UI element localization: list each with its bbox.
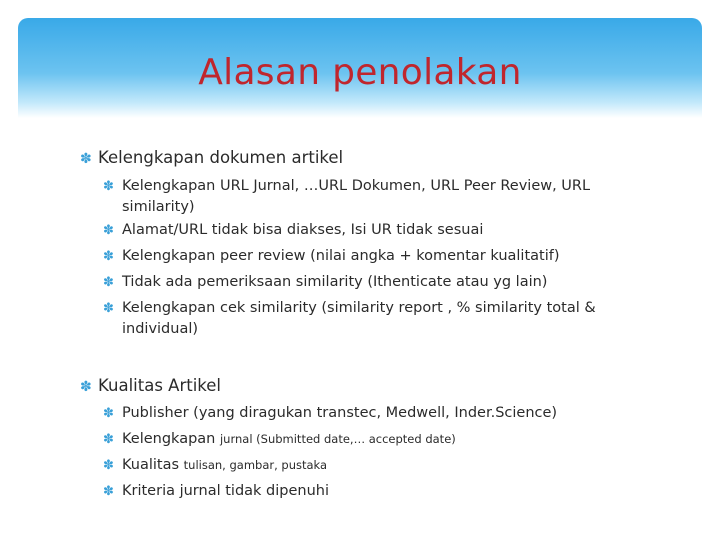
list-item-text: Tidak ada pemeriksaan similarity (Ithenticate atau yg lain) <box>122 274 548 290</box>
list-item-text-continued: individual) <box>122 321 199 337</box>
list-item-text <box>122 429 456 450</box>
list-item-text: Publisher (yang diragukan transtec, Medwell, Inder.Science) <box>122 405 558 421</box>
list-item-text-continued: similarity) <box>122 199 195 215</box>
list-item-text: Alamat/URL tidak bisa diakses, Isi UR tidak sesuai <box>122 222 484 238</box>
section-heading-text: Kelengkapan dokumen artikel <box>98 148 344 167</box>
list-item-small-text: jurnal (Submitted date,… accepted date) <box>219 432 456 446</box>
asterisk-bullet-icon: ✽ <box>80 151 92 167</box>
list-item-text: Kelengkapan URL Jurnal, …URL Dokumen, URL Peer Review, URL <box>122 178 591 194</box>
list-item-text: Kelengkapan peer review (nilai angka + komentar kualitatif) <box>122 248 560 264</box>
list-item-main-text: Kelengkapan <box>122 431 216 447</box>
list-item-text <box>122 455 327 476</box>
slide-title: Alasan penolakan <box>198 52 522 93</box>
asterisk-bullet-icon: ✽ <box>103 223 114 238</box>
asterisk-bullet-icon: ✽ <box>103 432 114 447</box>
asterisk-bullet-icon: ✽ <box>103 406 114 421</box>
asterisk-bullet-icon: ✽ <box>103 301 114 316</box>
asterisk-bullet-icon: ✽ <box>103 249 114 264</box>
list-item-text: Kelengkapan cek similarity (similarity report , % similarity total & <box>122 300 596 316</box>
list-item-small-text: tulisan, gambar, pustaka <box>183 458 328 472</box>
list-item-text: Kriteria jurnal tidak dipenuhi <box>122 483 329 499</box>
section-heading-text: Kualitas Artikel <box>98 376 221 395</box>
asterisk-bullet-icon: ✽ <box>103 275 114 290</box>
list-item-main-text: Kualitas <box>122 457 180 473</box>
asterisk-bullet-icon: ✽ <box>103 484 114 499</box>
asterisk-bullet-icon: ✽ <box>103 458 114 473</box>
asterisk-bullet-icon: ✽ <box>80 379 92 395</box>
asterisk-bullet-icon: ✽ <box>103 179 114 194</box>
